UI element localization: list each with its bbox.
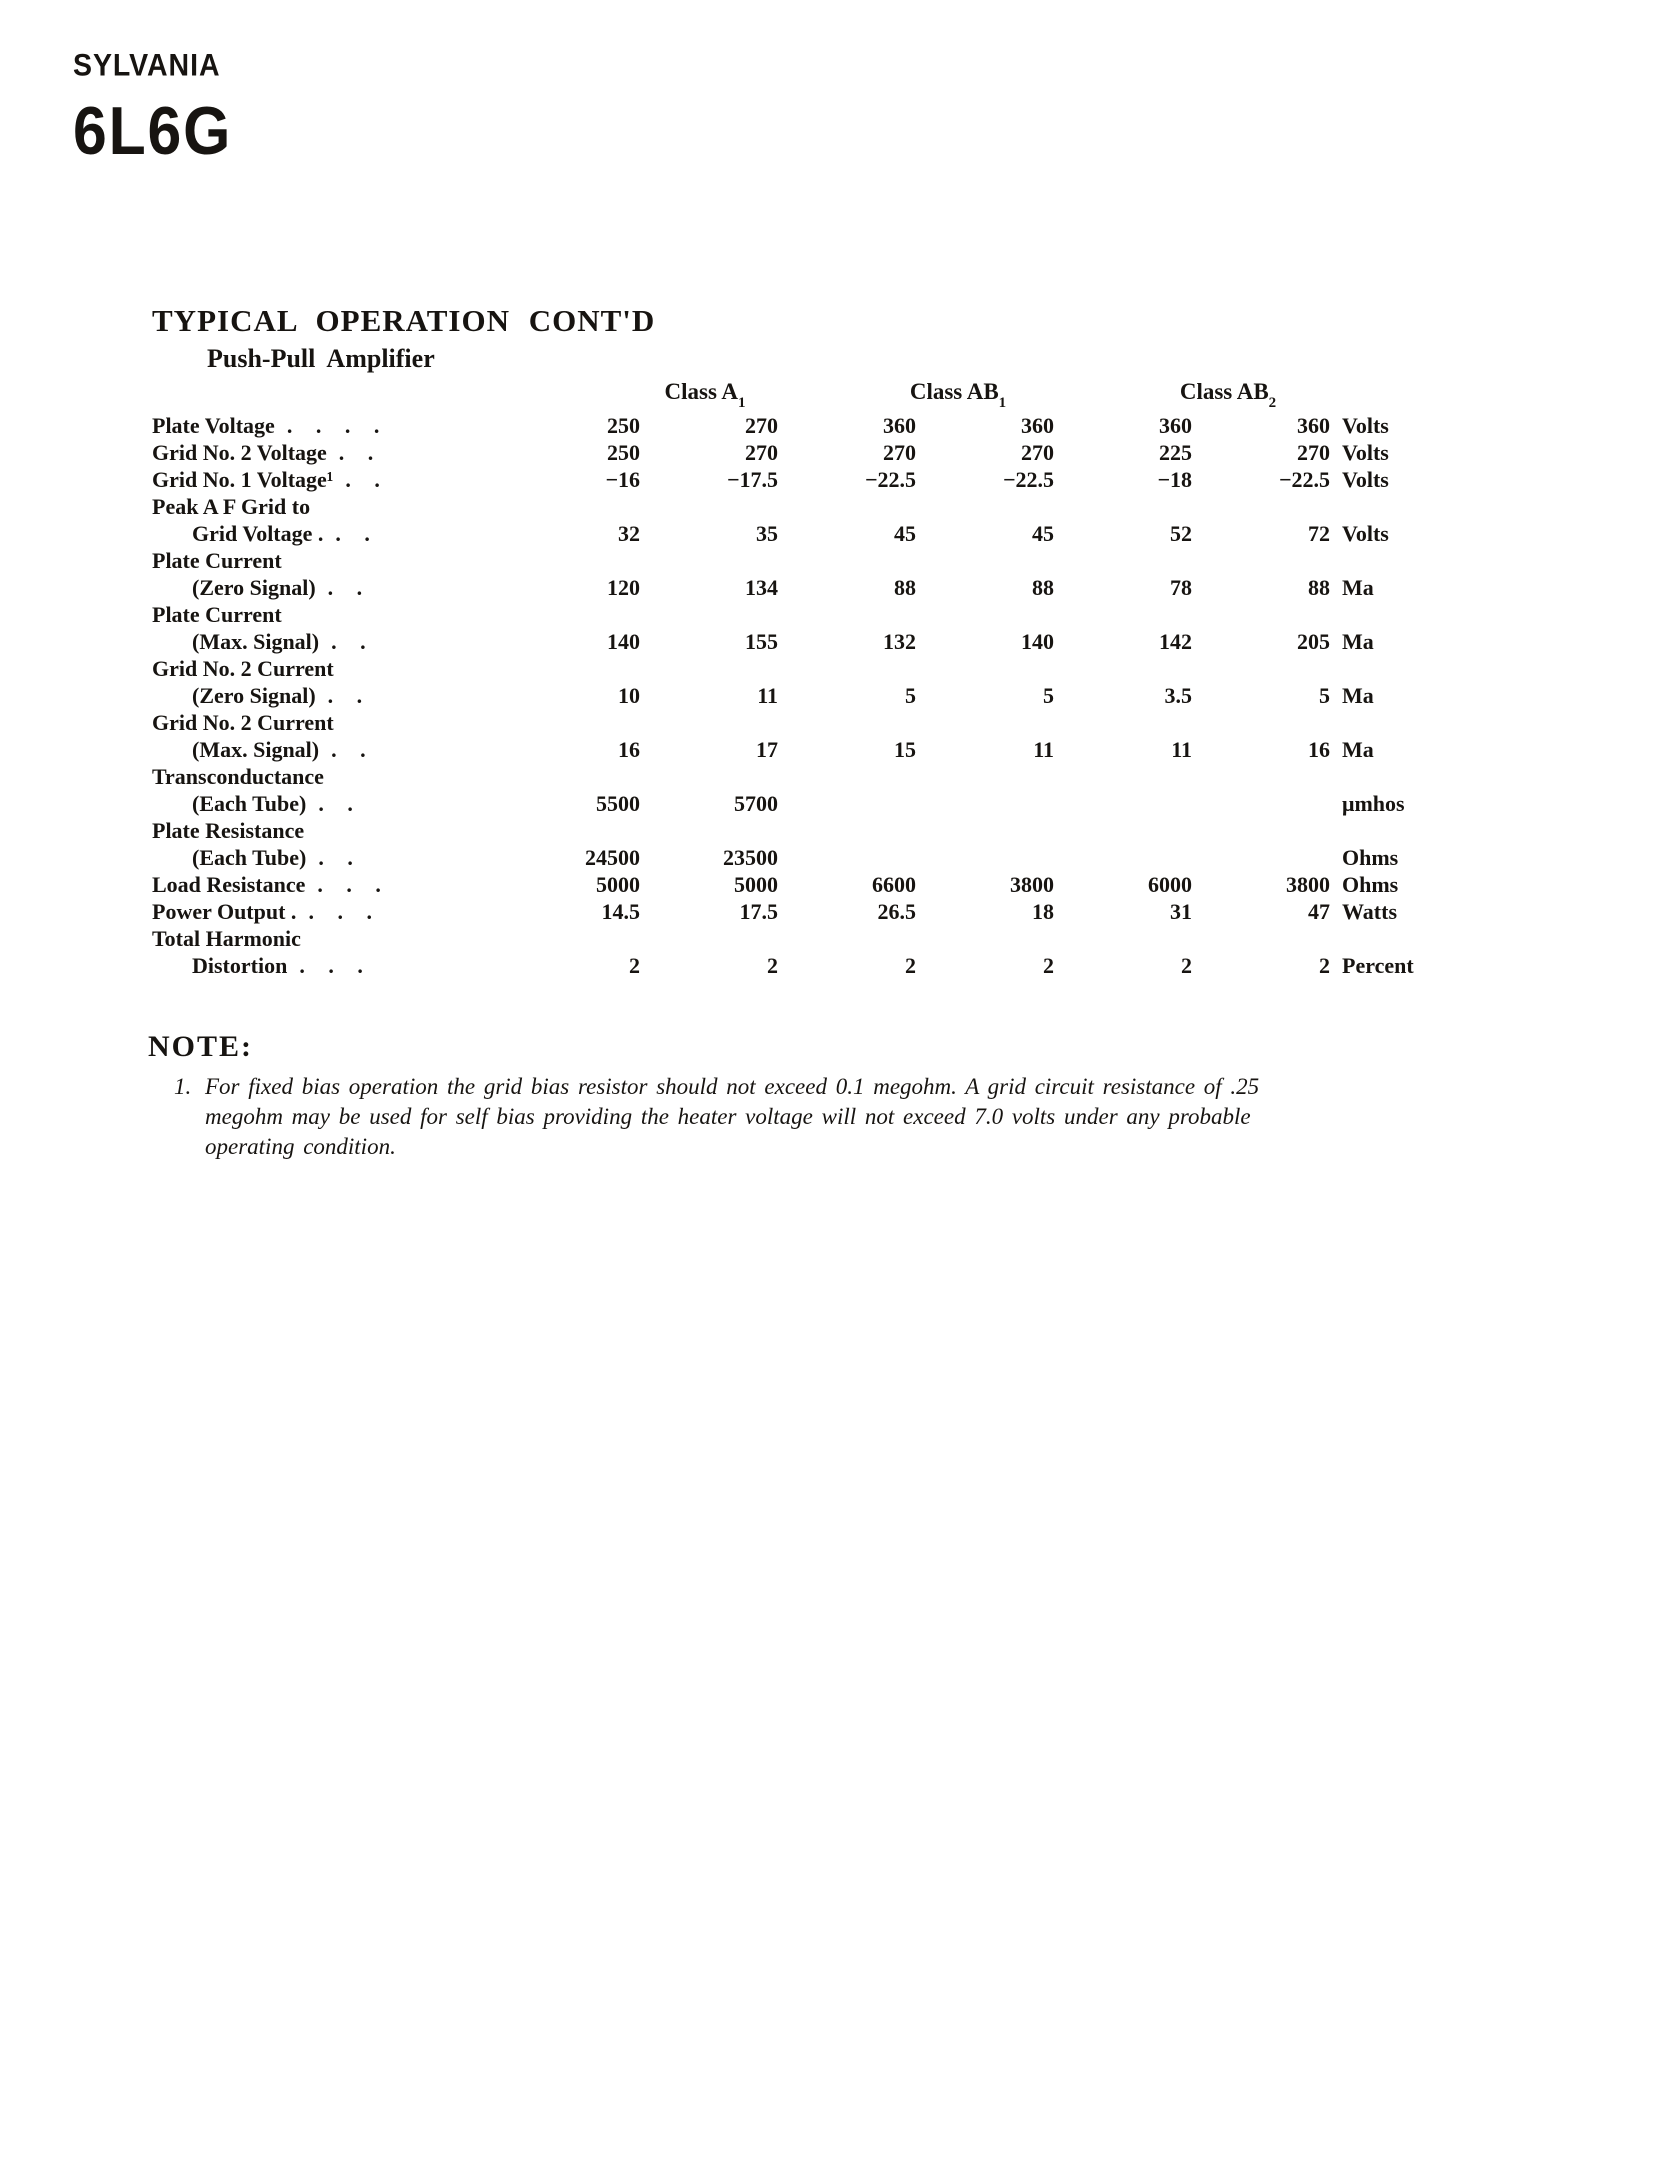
table-cell: 45 [894,521,916,546]
note-item [148,1072,1478,1162]
table-cell: 17.5 [739,899,778,924]
table-cell: 26.5 [877,899,916,924]
table-cell: 45 [1032,521,1054,546]
table-cell: 2 [1319,953,1330,978]
table-cell: 250 [607,413,640,438]
table-cell: 31 [1170,899,1192,924]
unit-label: Volts [1342,413,1389,438]
table-cell: 132 [883,629,916,654]
table-cell: 270 [1021,440,1054,465]
table-cell: 2 [1043,953,1054,978]
unit-label: Percent [1342,953,1414,978]
table-cell: 270 [745,440,778,465]
table-cell: −18 [1157,467,1192,492]
table-row [152,709,1512,763]
unit-label: Ma [1342,683,1374,708]
table-row [152,547,1512,601]
row-label: Plate Resistance (Each Tube) . . [152,818,353,870]
table-cell: 72 [1308,521,1330,546]
brand-name: SYLVANIA [73,48,221,83]
table-cell: −16 [605,467,640,492]
dot-leader: . . . . [286,413,380,438]
table-cell: 16 [618,737,640,762]
dot-leader: . . [318,791,353,816]
table-cell: 270 [883,440,916,465]
table-cell: 16 [1308,737,1330,762]
row-label: Load Resistance . . . [152,872,381,897]
row-label: Plate Current (Zero Signal) . . [152,548,363,600]
dot-leader: . . . [317,872,381,897]
table-cell: 2 [629,953,640,978]
table-cell: 23500 [723,845,778,870]
table-cell: 3.5 [1164,683,1192,708]
table-cell: 11 [1171,737,1192,762]
table-cell: 360 [1159,413,1192,438]
column-group-headers [152,379,1512,410]
table-cell: 360 [1297,413,1330,438]
table-cell: 205 [1297,629,1330,654]
table-cell: 134 [745,575,778,600]
row-label: Power Output . . . . [152,899,372,924]
table-cell: 47 [1308,899,1330,924]
dot-leader: . . [327,683,363,708]
dot-leader: . . [331,629,366,654]
row-label: Grid No. 1 Voltage¹ . . [152,467,380,492]
note-section [148,1028,1478,1162]
unit-label: Ohms [1342,845,1399,870]
table-row [152,925,1512,979]
table-cell: 2 [767,953,778,978]
unit-label: Ma [1342,629,1374,654]
table-cell: 6600 [872,872,916,897]
column-group-header: Class $AB_1$ [909,379,1007,411]
table-cell: 155 [745,629,778,654]
table-row [152,655,1512,709]
table-cell: 18 [1032,899,1054,924]
table-cell: 140 [1021,629,1054,654]
row-label: Grid No. 2 Voltage . . [152,440,374,465]
section-title: TYPICAL OPERATION CONT'D [152,303,656,338]
table-row [152,763,1512,817]
column-group-header: Class $AB_2$ [1179,379,1277,411]
unit-label: Volts [1342,521,1389,546]
table-cell: 360 [883,413,916,438]
dot-leader: . . . [308,899,372,924]
table-cell: 5500 [596,791,640,816]
table-cell: 120 [607,575,640,600]
row-label: Grid No. 2 Current (Zero Signal) . . [152,656,363,708]
table-cell: 88 [894,575,916,600]
unit-label: Volts [1342,440,1389,465]
table-cell: 11 [1033,737,1054,762]
table-cell: 3800 [1286,872,1330,897]
table-cell: 15 [894,737,916,762]
dot-leader: . . . [299,953,363,978]
table-cell: 5700 [734,791,778,816]
row-label: Plate Voltage . . . . [152,413,380,438]
dot-leader: . . [331,737,366,762]
dot-leader: . . [345,467,380,492]
table-cell: 17 [756,737,778,762]
unit-label: Volts [1342,467,1389,492]
dot-leader: . . [338,440,374,465]
row-label: Total Harmonic Distortion . . . [152,926,363,978]
unit-label: Ma [1342,737,1374,762]
table-cell: 14.5 [601,899,640,924]
dot-leader: . . [318,845,353,870]
note-line: megohm may be used for self bias providing the heater voltage will not exceed 7.0 volts under any probable [205,1104,1251,1129]
table-cell: −17.5 [726,467,778,492]
table-row [152,898,1512,925]
table-cell: 6000 [1148,872,1192,897]
unit-label: μmhos [1342,791,1405,816]
table-cell: 5000 [734,872,778,897]
row-label: Peak A F Grid to Grid Voltage . . . [152,494,370,546]
table-cell: 5000 [596,872,640,897]
section-subtitle: Push-Pull Amplifier [207,344,435,373]
table-row [152,466,1512,493]
table-row [152,493,1512,547]
table-cell: 360 [1021,413,1054,438]
table-cell: −22.5 [864,467,916,492]
note-number: 1. [174,1074,192,1099]
table-cell: 24500 [585,845,640,870]
table-row [152,412,1512,439]
table-row [152,871,1512,898]
table-cell: 140 [607,629,640,654]
table-cell: 5 [1043,683,1054,708]
table-cell: −22.5 [1002,467,1054,492]
tube-model: 6L6G [73,93,233,169]
table-cell: 88 [1308,575,1330,600]
unit-label: Ma [1342,575,1374,600]
table-cell: 142 [1159,629,1192,654]
table-cell: 270 [1297,440,1330,465]
table-cell: 10 [618,683,640,708]
table-cell: 35 [756,521,778,546]
table-row [152,817,1512,871]
table-cell: 52 [1170,521,1192,546]
logo [73,48,246,168]
table-cell: 32 [618,521,640,546]
table-row [152,601,1512,655]
typical-operation-section [152,303,1512,979]
table-cell: 2 [1181,953,1192,978]
dot-leader: . . [327,575,363,600]
table-cell: 11 [757,683,778,708]
operation-table [152,412,1512,979]
column-group-header: Class $A_1$ [664,379,746,411]
dot-leader: . . [335,521,370,546]
table-cell: 250 [607,440,640,465]
table-cell: 5 [1319,683,1330,708]
row-label: Grid No. 2 Current (Max. Signal) . . [152,710,366,762]
table-cell: 88 [1032,575,1054,600]
table-cell: 3800 [1010,872,1054,897]
unit-label: Ohms [1342,872,1399,897]
table-row [152,439,1512,466]
table-cell: 270 [745,413,778,438]
row-label: Transconductance (Each Tube) . . [152,764,353,816]
table-cell: −22.5 [1278,467,1330,492]
unit-label: Watts [1342,899,1397,924]
note-text [205,1072,1478,1162]
table-cell: 2 [905,953,916,978]
note-line: For fixed bias operation the grid bias resistor should not exceed 0.1 megohm. A grid circuit resistance of .25 [205,1074,1260,1099]
table-cell: 225 [1159,440,1192,465]
table-cell: 78 [1170,575,1192,600]
row-label: Plate Current (Max. Signal) . . [152,602,366,654]
note-heading: NOTE: [148,1030,254,1063]
note-line: operating condition. [205,1134,396,1159]
table-cell: 5 [905,683,916,708]
